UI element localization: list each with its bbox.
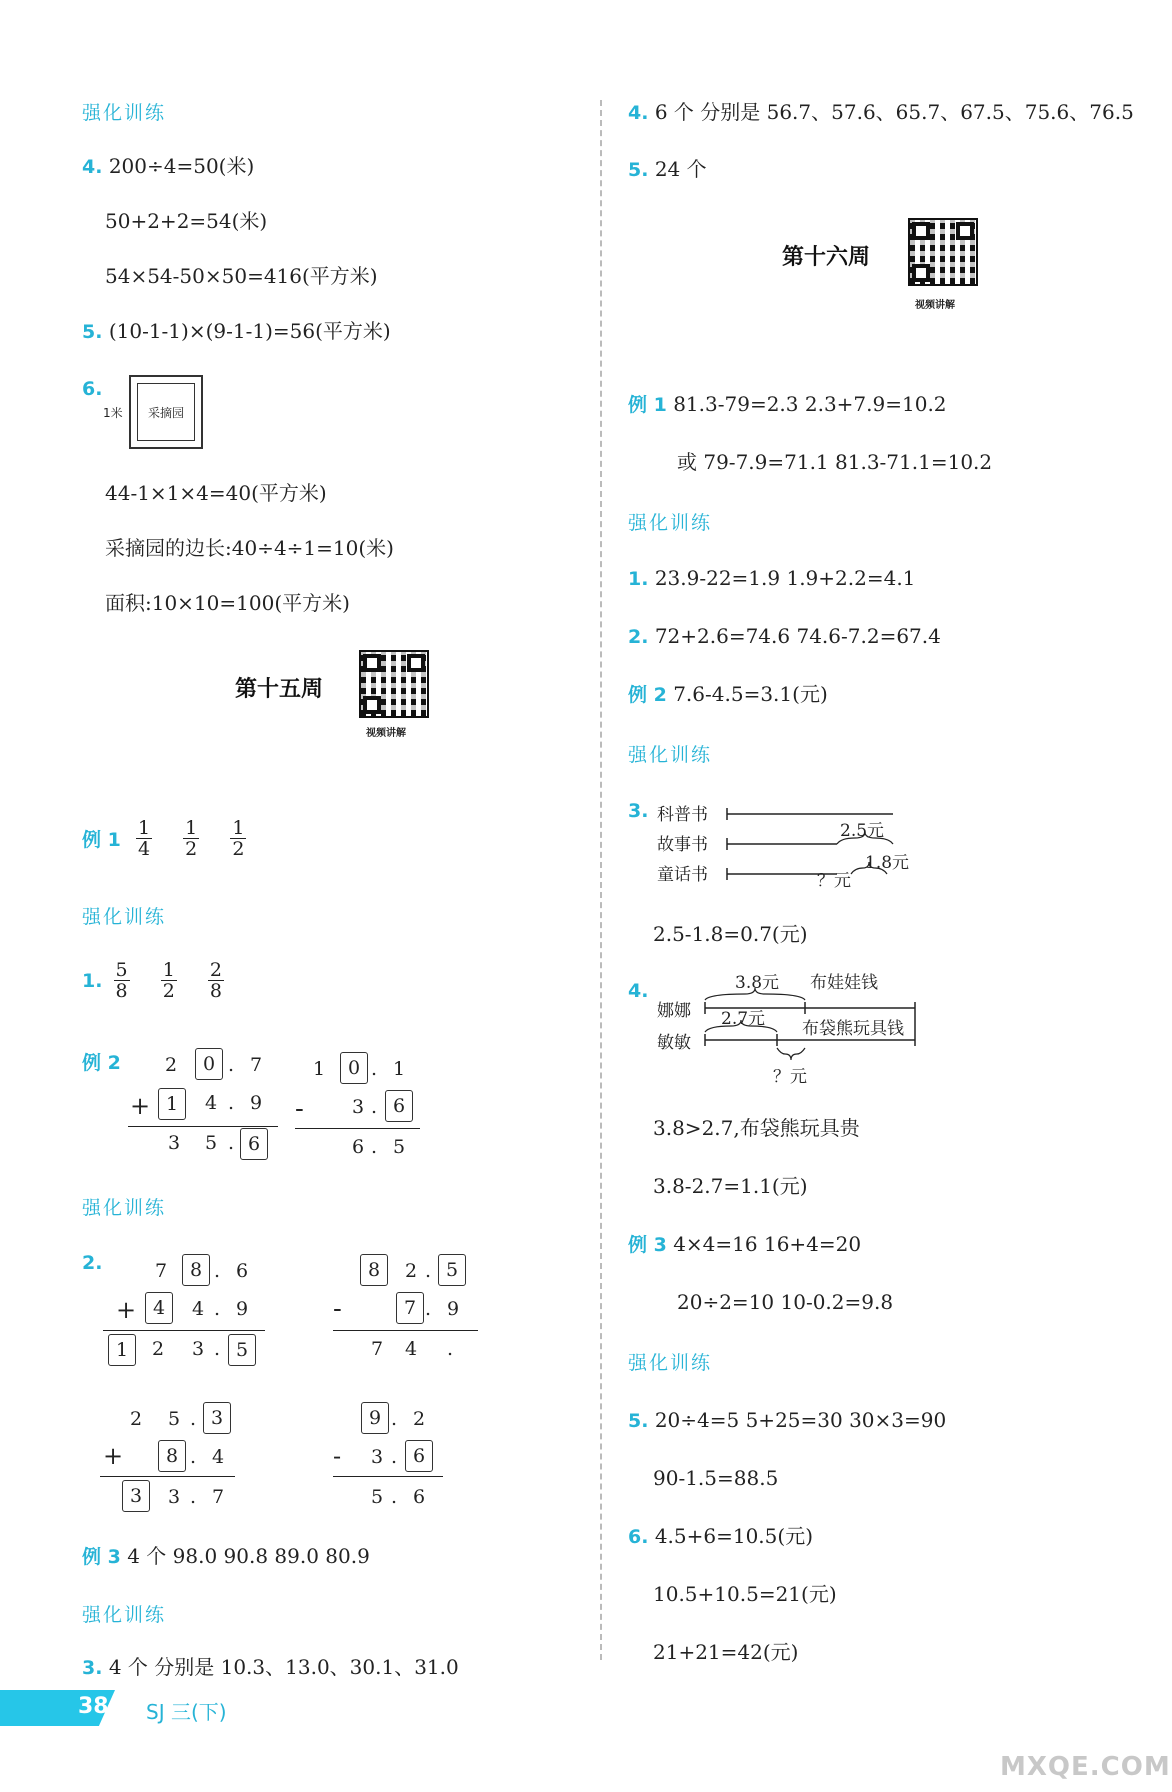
question-2-label: 2. xyxy=(82,1252,103,1274)
answer-4: 4. 200÷4=50(米) xyxy=(82,154,255,178)
answer-line: 90-1.5=88.5 xyxy=(653,1466,779,1490)
answer-line: 面积:10×10=100(平方米) xyxy=(105,591,350,615)
blank-box: 6 xyxy=(240,1128,268,1160)
blank-box: 3 xyxy=(122,1480,150,1512)
blank-box: 6 xyxy=(405,1440,433,1472)
vertical-calc: 1 0 . 1 - 3 . 6 6 . 5 xyxy=(295,1052,455,1162)
week-title: 第十六周 xyxy=(782,245,871,270)
section-heading: 强化训练 xyxy=(82,1197,167,1219)
blank-box: 1 xyxy=(158,1088,186,1120)
example-2-label: 例 2 xyxy=(82,1052,121,1074)
answer-line: 54×54-50×50=416(平方米) xyxy=(105,264,378,288)
blank-box: 7 xyxy=(396,1292,424,1324)
example-1: 例 1 $\frac{1}{4}$ $\frac{1}{2}$ $\frac{1}{2}$ xyxy=(82,817,245,860)
answer-line: 50+2+2=54(米) xyxy=(105,209,268,233)
column-divider xyxy=(600,100,602,1660)
row-label: 科普书 xyxy=(657,805,708,825)
blank-box: 8 xyxy=(182,1254,210,1286)
answer-line: 21+21=42(元) xyxy=(653,1640,799,1664)
qr-caption: 视频讲解 xyxy=(915,300,955,311)
answer-line: 44-1×1×4=40(平方米) xyxy=(105,481,327,505)
fraction: $\frac{2}{8}$ xyxy=(209,959,223,1002)
answer-line: 2.5-1.8=0.7(元) xyxy=(653,922,808,946)
row-label: 故事书 xyxy=(657,835,708,855)
fraction: $\frac{1}{2}$ xyxy=(162,959,175,1002)
qr-code-icon[interactable] xyxy=(908,218,978,286)
fraction: $\frac{1}{4}$ xyxy=(137,817,151,860)
example-3: 例 3 4×4=16 16+4=20 xyxy=(628,1232,862,1256)
blank-box: 5 xyxy=(228,1334,256,1366)
section-heading: 强化训练 xyxy=(628,1352,713,1374)
answer-line: 10.5+10.5=21(元) xyxy=(653,1582,837,1606)
question-5: 5. 20÷4=5 5+25=30 30×3=90 xyxy=(628,1408,947,1432)
fraction: $\frac{1}{2}$ xyxy=(185,817,198,860)
fraction: $\frac{1}{2}$ xyxy=(232,817,245,860)
answer-6-label: 6. xyxy=(82,378,103,400)
answer-5: 5. (10-1-1)×(9-1-1)=56(平方米) xyxy=(82,319,391,343)
blank-box: 3 xyxy=(203,1402,231,1434)
example-2: 例 2 7.6-4.5=3.1(元) xyxy=(628,682,828,706)
amount-label: ？元 xyxy=(817,871,851,891)
amount-label: 布袋熊玩具钱 xyxy=(802,1019,904,1039)
amount-label: 2.5元 xyxy=(840,821,885,841)
question-4-label: 4. xyxy=(628,980,649,1002)
diagram-lines xyxy=(655,798,915,888)
watermark: MXQE.COM xyxy=(1000,1752,1171,1782)
qr-caption: 视频讲解 xyxy=(366,728,406,739)
question-3: 3. 4 个 分别是 10.3、13.0、30.1、31.0 xyxy=(82,1655,459,1679)
example-3: 例 3 4 个 98.0 90.8 89.0 80.9 xyxy=(82,1544,370,1568)
blank-box: 5 xyxy=(438,1254,466,1286)
line-diagram xyxy=(655,970,935,1087)
section-heading: 强化训练 xyxy=(82,906,167,928)
week-title: 第十五周 xyxy=(235,677,324,702)
blank-box: 0 xyxy=(340,1052,368,1084)
vertical-calc: 7 8 . 6 + 4 4 . 9 1 2 3 . 5 xyxy=(100,1254,270,1369)
amount-label: 3.8元 xyxy=(735,973,780,993)
side-label: 1米 xyxy=(103,406,123,420)
answer-4: 4. 6 个 分别是 56.7、57.6、65.7、67.5、75.6、76.5 xyxy=(628,100,1134,124)
amount-label: 2.7元 xyxy=(721,1009,766,1029)
answer-line: 20÷2=10 10-0.2=9.8 xyxy=(677,1290,894,1314)
row-label: 童话书 xyxy=(657,865,708,885)
answer-line: 或 79-7.9=71.1 81.3-71.1=10.2 xyxy=(677,450,993,474)
vertical-calc: 8 2 . 5 - 7 . 9 7 4 . xyxy=(333,1254,493,1369)
question-1: 1. 23.9-22=1.9 1.9+2.2=4.1 xyxy=(628,566,916,590)
question-1: 1. $\frac{5}{8}$ $\frac{1}{2}$ $\frac{2}{8}$ xyxy=(82,959,223,1002)
question-6: 6. 4.5+6=10.5(元) xyxy=(628,1524,813,1548)
blank-box: 1 xyxy=(108,1334,136,1366)
blank-box: 8 xyxy=(360,1254,388,1286)
blank-box: 9 xyxy=(361,1402,389,1434)
blank-box: 8 xyxy=(158,1440,186,1472)
section-heading: 强化训练 xyxy=(82,102,167,124)
vertical-calc: 2 5 . 3 + 8 . 4 3 3 . 7 xyxy=(100,1402,270,1517)
section-heading: 强化训练 xyxy=(628,744,713,766)
amount-label: 布娃娃钱 xyxy=(810,973,878,993)
fraction: $\frac{5}{8}$ xyxy=(115,959,128,1002)
example-1: 例 1 81.3-79=2.3 2.3+7.9=10.2 xyxy=(628,392,947,416)
section-heading: 强化训练 xyxy=(82,1604,167,1626)
page-number: 38 xyxy=(78,1694,109,1719)
qr-code-icon[interactable] xyxy=(359,650,429,718)
answer-line: 3.8-2.7=1.1(元) xyxy=(653,1174,808,1198)
vertical-calc: 9 . 2 - 3 . 6 5 . 6 xyxy=(333,1402,493,1517)
garden-figure xyxy=(129,375,203,449)
section-heading: 强化训练 xyxy=(628,512,713,534)
amount-label: 1.8元 xyxy=(865,853,910,873)
question-3-label: 3. xyxy=(628,800,649,822)
book-code: SJ 三(下) xyxy=(146,1700,227,1724)
question-2: 2. 72+2.6=74.6 74.6-7.2=67.4 xyxy=(628,624,941,648)
blank-box: 0 xyxy=(195,1048,223,1080)
row-label: 敏敏 xyxy=(657,1033,691,1053)
answer-line: 采摘园的边长:40÷4÷1=10(米) xyxy=(105,536,394,560)
blank-box: 4 xyxy=(145,1292,173,1324)
line-diagram xyxy=(655,798,915,891)
answer-5: 5. 24 个 xyxy=(628,157,707,181)
amount-label: ？元 xyxy=(773,1067,807,1087)
row-label: 娜娜 xyxy=(657,1001,691,1021)
blank-box: 6 xyxy=(385,1090,413,1122)
vertical-calc: 2 0 . 7 + 1 4 . 9 3 5 . 6 xyxy=(125,1048,285,1158)
answer-line: 3.8>2.7,布袋熊玩具贵 xyxy=(653,1116,860,1140)
garden-inner: 采摘园 xyxy=(137,383,195,441)
